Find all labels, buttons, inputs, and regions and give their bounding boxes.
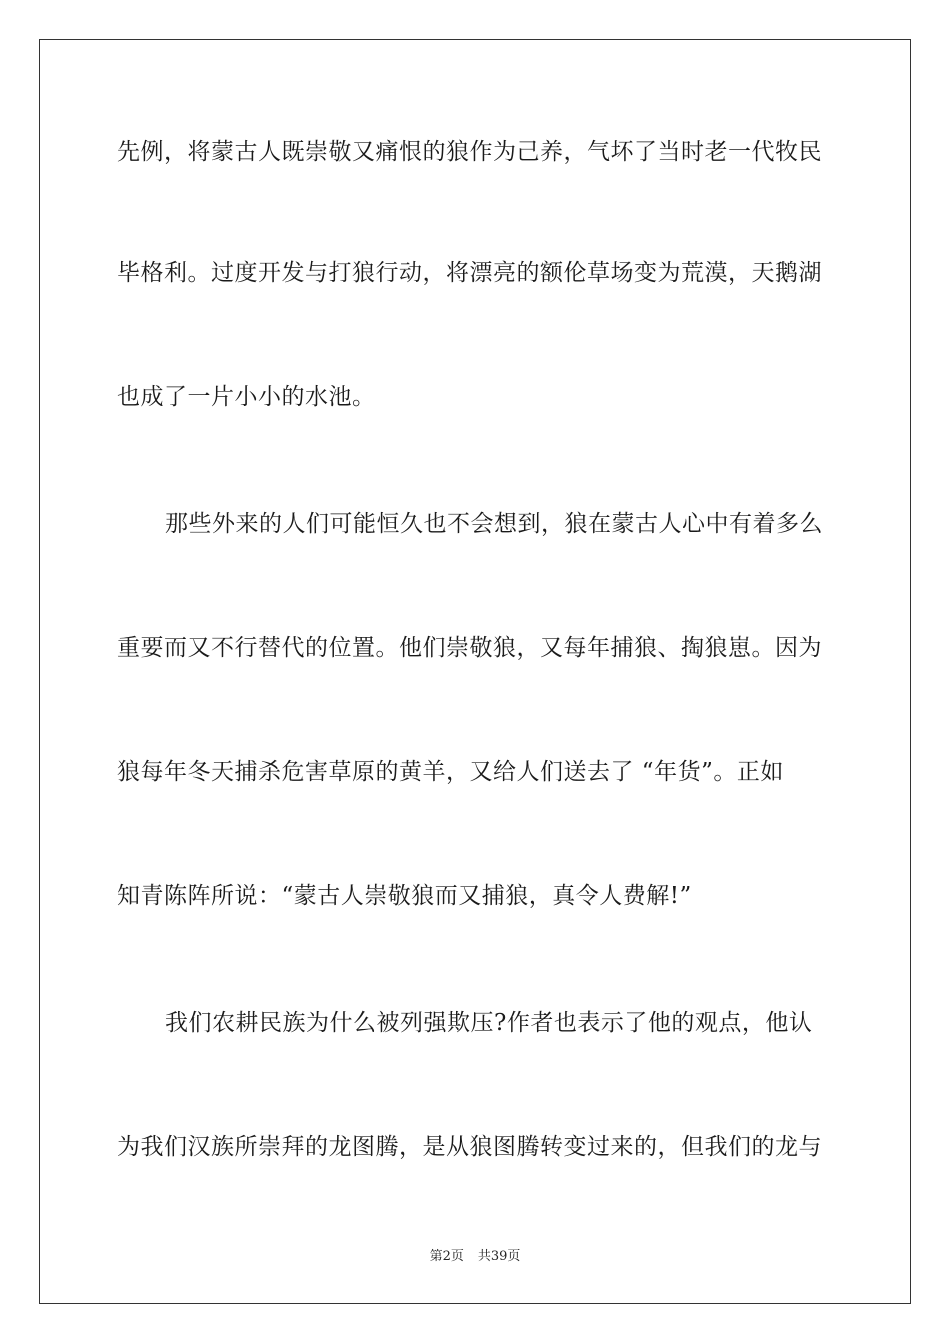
- page-footer: [0, 1248, 950, 1266]
- body-text-line-1: 先例，将蒙古人既崇敬又痛恨的狼作为己养，气坏了当时老一代牧民: [117, 139, 822, 165]
- body-text-line-9: 为我们汉族所崇拜的龙图腾，是从狼图腾转变过来的，但我们的龙与: [117, 1134, 822, 1160]
- body-text-line-8: 我们农耕民族为什么被列强欺压?作者也表示了他的观点，他认: [165, 1010, 813, 1036]
- page-border: [39, 39, 911, 1304]
- body-text-line-2: 毕格利。过度开发与打狼行动，将漂亮的额伦草场变为荒漠，天鹅湖: [117, 260, 822, 286]
- body-text-line-6: 狼每年冬天捕杀危害草原的黄羊，又给人们送去了 “年货”。正如: [117, 759, 784, 785]
- body-text-line-3: 也成了一片小小的水池。: [117, 384, 376, 410]
- body-text-line-5: 重要而又不行替代的位置。他们崇敬狼，又每年捕狼、掏狼崽。因为: [117, 635, 822, 661]
- body-text-line-4: 那些外来的人们可能恒久也不会想到，狼在蒙古人心中有着多么: [165, 511, 823, 537]
- body-text-line-7: 知青陈阵所说：“蒙古人崇敬狼而又捕狼，真令人费解!”: [117, 883, 692, 909]
- page-total: 共39页: [477, 1249, 521, 1264]
- page-number: 第2页: [429, 1249, 464, 1264]
